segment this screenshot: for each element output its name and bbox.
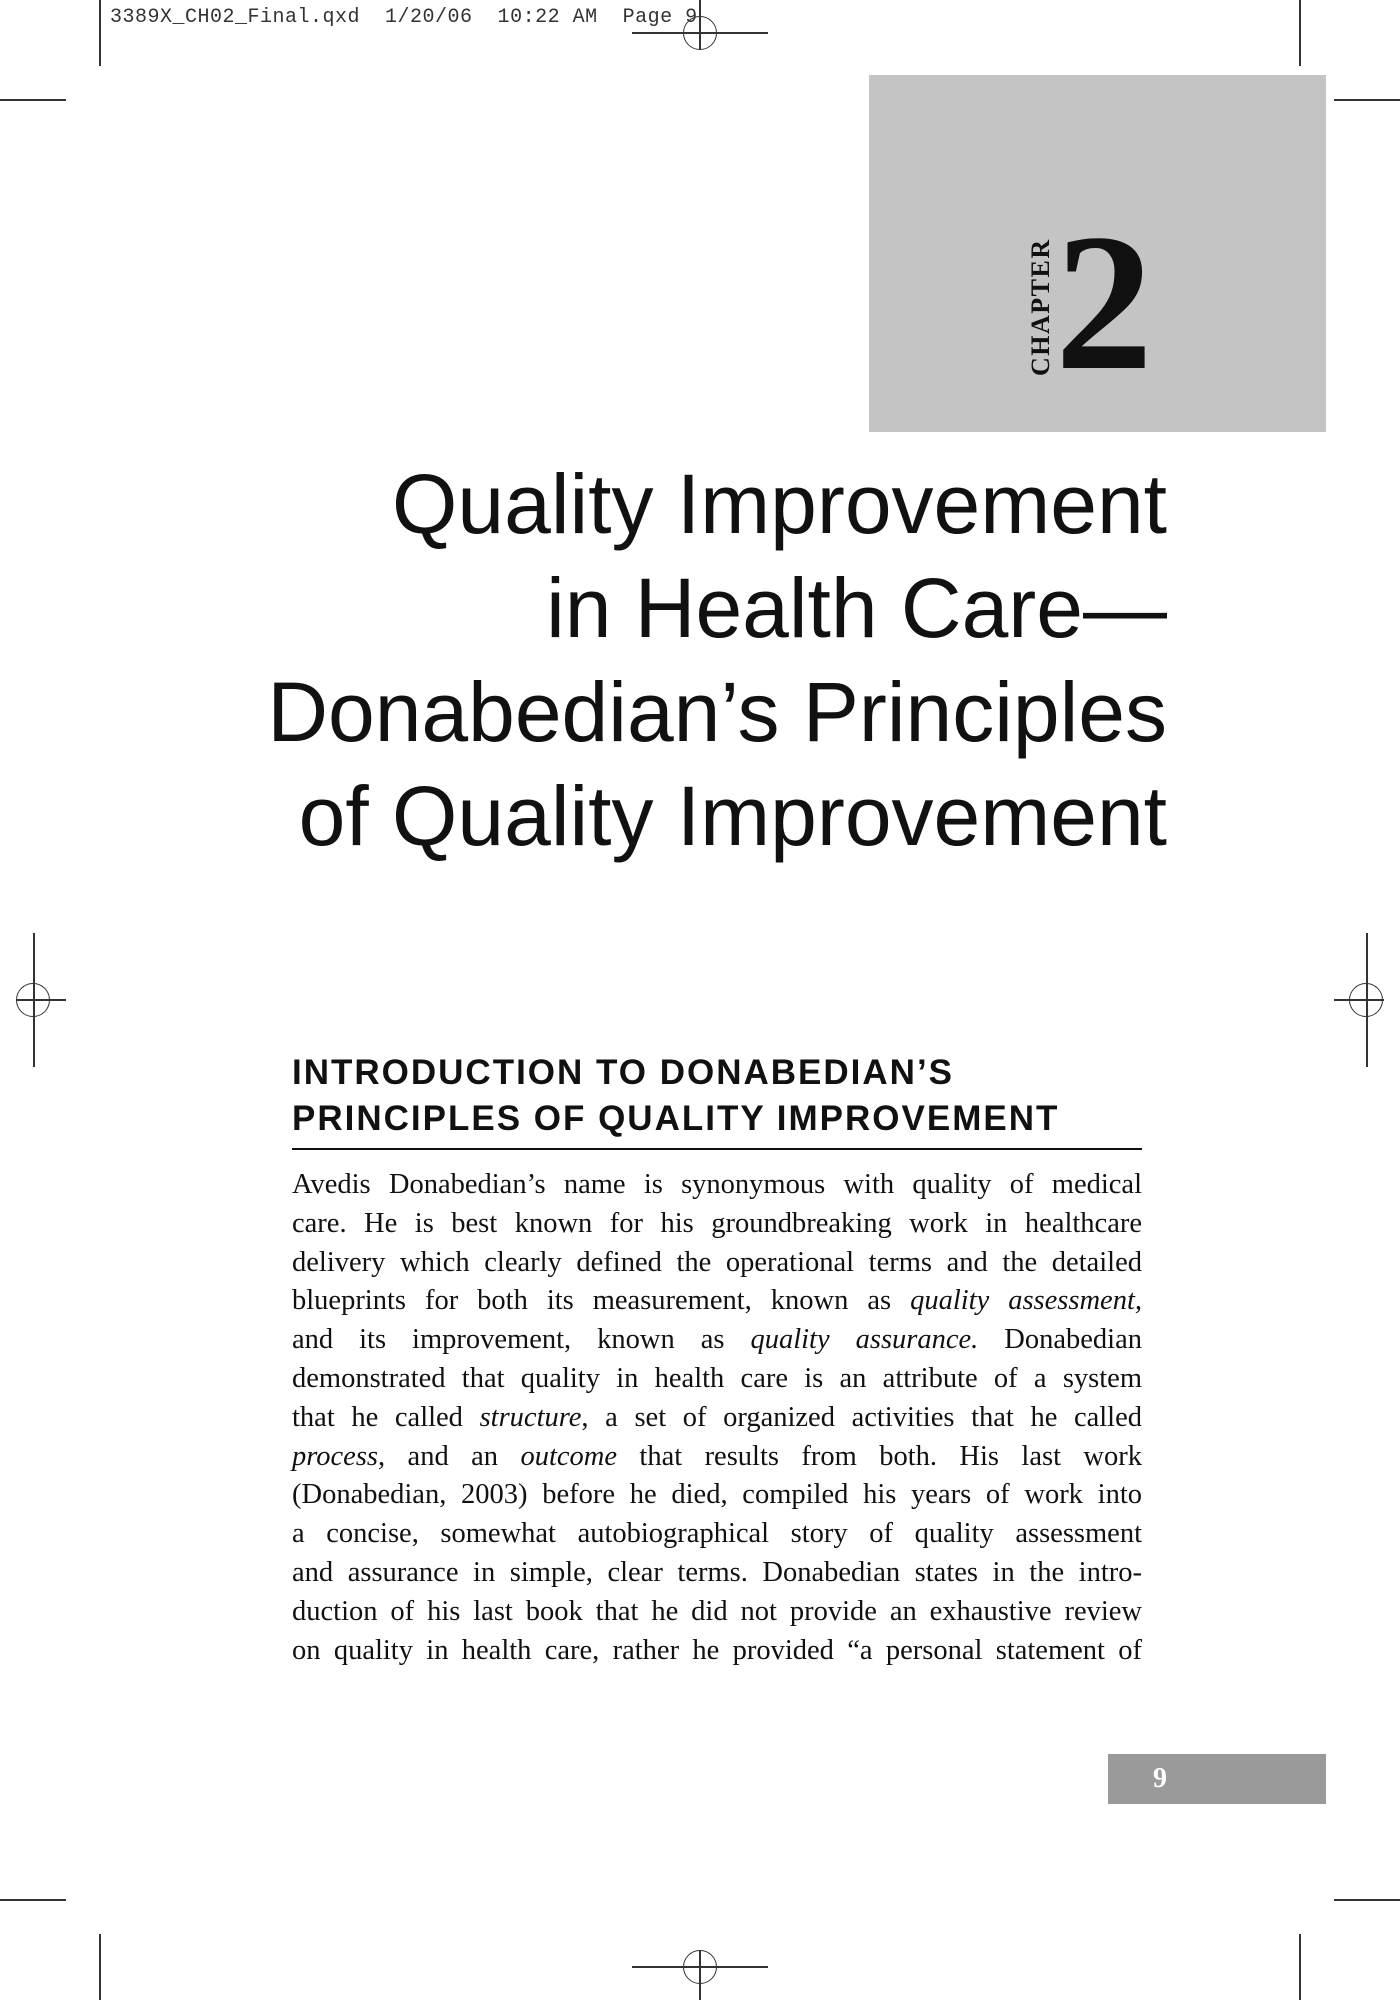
- crop-mark: [0, 1899, 66, 1901]
- crop-mark: [99, 1934, 101, 2000]
- chapter-title: [267, 452, 1167, 868]
- heading-line: INTRODUCTION TO DONABEDIAN’S: [292, 1053, 955, 1092]
- crop-mark: [99, 0, 101, 66]
- body-italic-term: outcome: [520, 1440, 617, 1472]
- body-line: [292, 1205, 1142, 1244]
- body-italic-term: structure: [479, 1401, 582, 1433]
- body-text-run: demonstrated that quality in health care is an attribute of a system: [292, 1362, 1142, 1394]
- body-italic-term: quality assessment,: [910, 1285, 1142, 1317]
- body-line: [292, 1554, 1142, 1593]
- section-heading: [292, 1050, 1142, 1142]
- body-italic-term: quality assurance.: [750, 1324, 979, 1356]
- body-text-run: that he called: [292, 1401, 480, 1433]
- crop-mark: [1334, 1899, 1400, 1901]
- chapter-word: CHAPTER: [1026, 238, 1055, 376]
- heading-rule: [292, 1148, 1142, 1150]
- body-text-run: care. He is best known for his groundbreaking work in healthcare: [292, 1207, 1142, 1239]
- title-line: in Health Care—: [546, 561, 1167, 655]
- body-line: [292, 1632, 1142, 1671]
- body-text-run: Donabedian: [978, 1324, 1142, 1356]
- body-text-run: delivery which clearly defined the operational terms and the detailed: [292, 1246, 1142, 1278]
- body-line: [292, 1438, 1142, 1477]
- body-text-run: that results from both. His last work: [617, 1440, 1142, 1472]
- body-line: [292, 1593, 1142, 1632]
- body-text-run: on quality in health care, rather he provided “a personal statement of: [292, 1634, 1142, 1666]
- crop-mark: [0, 99, 66, 101]
- body-paragraph: [292, 1166, 1142, 1670]
- page-number: 9: [1153, 1763, 1167, 1794]
- file-slug-line: 3389X_CH02_Final.qxd 1/20/06 10:22 AM Page 9: [110, 6, 698, 29]
- body-text-run: , and an: [378, 1440, 521, 1472]
- body-text-run: Avedis Donabedian’s name is synonymous with quality of medical: [292, 1169, 1142, 1200]
- crop-mark: [1299, 0, 1301, 66]
- body-text-run: a concise, somewhat autobiographical story of quality assessment: [292, 1518, 1142, 1550]
- body-text-run: duction of his last book that he did not provide an exhaustive review: [292, 1595, 1142, 1627]
- body-text-run: and assurance in simple, clear terms. Donabedian states in the intro-: [292, 1556, 1142, 1588]
- title-line: of Quality Improvement: [298, 769, 1167, 863]
- body-line: [292, 1321, 1142, 1360]
- title-line: Donabedian’s Principles: [267, 665, 1167, 759]
- body-line: [292, 1515, 1142, 1554]
- body-text-run: , a set of organized activities that he called: [581, 1401, 1143, 1433]
- chapter-number: 2: [1055, 194, 1153, 411]
- body-text-run: (Donabedian, 2003) before he died, compiled his years of work into: [292, 1479, 1142, 1511]
- body-text-run: blueprints for both its measurement, known as: [292, 1285, 911, 1317]
- body-line: [292, 1282, 1142, 1321]
- title-line: Quality Improvement: [392, 457, 1167, 551]
- heading-line: PRINCIPLES OF QUALITY IMPROVEMENT: [292, 1099, 1060, 1138]
- body-line: [292, 1244, 1142, 1283]
- body-line: [292, 1166, 1142, 1205]
- crop-mark: [1334, 99, 1400, 101]
- crop-mark: [1299, 1934, 1301, 2000]
- body-italic-term: process: [292, 1440, 379, 1472]
- body-line: [292, 1399, 1142, 1438]
- body-line: [292, 1476, 1142, 1515]
- body-line: [292, 1360, 1142, 1399]
- body-text-run: and its improvement, known as: [292, 1324, 751, 1356]
